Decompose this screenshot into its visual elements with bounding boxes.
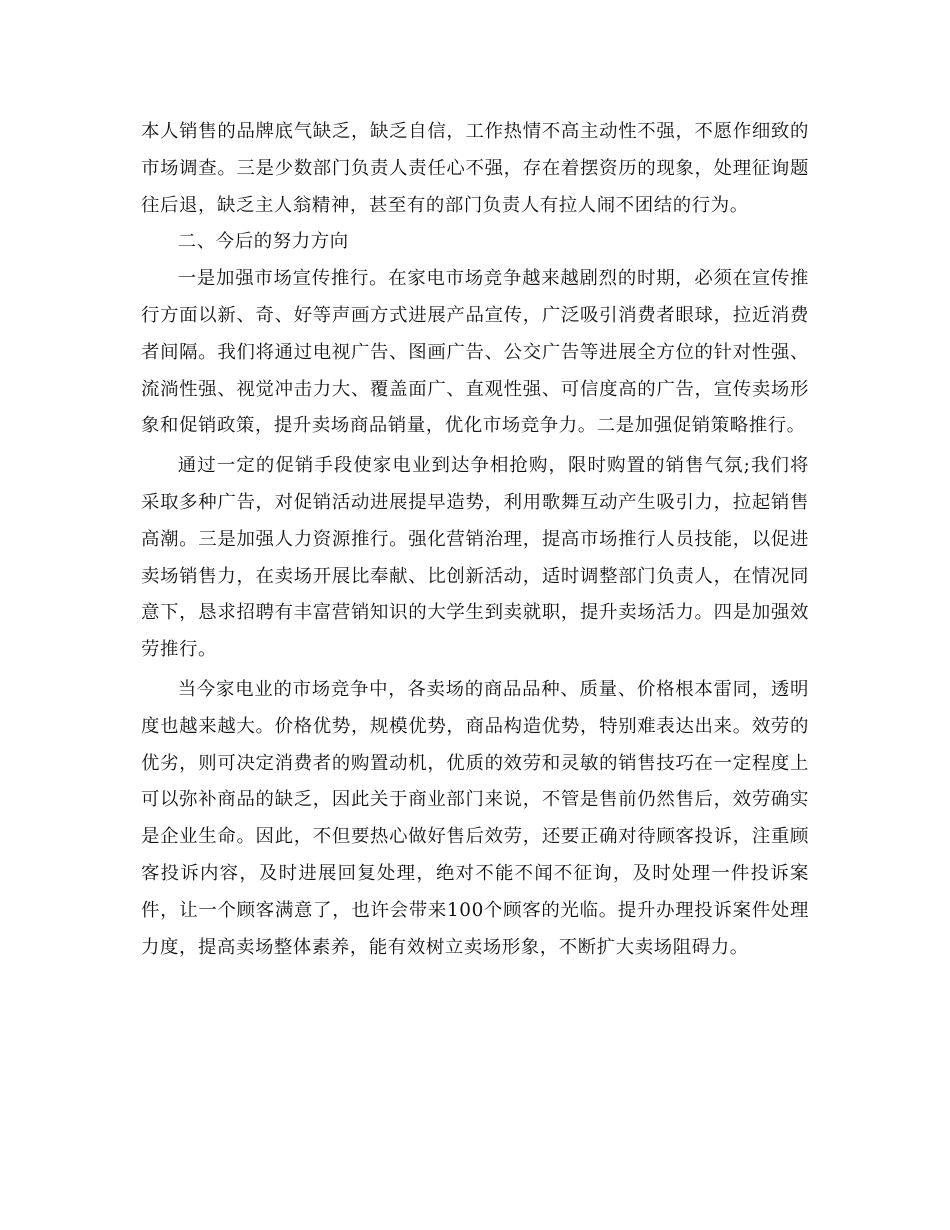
paragraph-service: 当今家电业的市场竞争中，各卖场的商品品种、质量、价格根本雷同，透明度也越来越大。价格优势，规模优势，商品构造优势，特别难表达出来。效劳的优劣，则可决定消费者的购置动机，优质的效劳和灵敏的销售技巧在一定程度上可以弥补商品的缺乏，因此关于商业部门来说，不管是售前仍然售后，效劳确实是企业生命。因此，不但要热心做好售后效劳，还要正确对待顾客投诉，注重顾客投诉内容，及时进展回复处理，绝对不能不闻不征询，及时处理一件投诉案件，让一个顾客满意了，也许会带来100个顾客的光临。提升办理投诉案件处理力度，提高卖场整体素养，能有效树立卖场形象，不断扩大卖场阻碍力。 <box>141 678 809 958</box>
paragraph-promotion-strategy: 通过一定的促销手段使家电业到达争相抢购，限时购置的销售气氛;我们将采取多种广告，对促销活动进展提早造势，利用歌舞互动产生吸引力，拉起销售高潮。三是加强人力资源推行。强化营销治理，提高市场推行人员技能，以促进卖场销售力，在卖场开展比奉献、比创新活动，适时调整部门负责人，在情况同意下，恳求招聘有丰富营销知识的大学生到卖就职，提升卖场活力。四是加强效劳推行。 <box>141 455 809 661</box>
paragraph-continuation: 本人销售的品牌底气缺乏，缺乏自信，工作热情不高主动性不强，不愿作细致的市场调查。三是少数部门负责人责任心不强，存在着摆资历的现象，处理征询题往后退，缺乏主人翁精神，甚至有的部门负责人有拉人闹不团结的行为。 <box>141 121 809 216</box>
paragraph-market-promotion: 一是加强市场宣传推行。在家电市场竞争越来越剧烈的时期，必须在宣传推行方面以新、奇、好等声画方式进展产品宣传，广泛吸引消费者眼球，拉近消费者间隔。我们将通过电视广告、图画广告、公交广告等进展全方位的针对性强、流淌性强、视觉冲击力大、覆盖面广、直观性强、可信度高的广告，宣传卖场形象和促销政策，提升卖场商品销量，优化市场竞争力。二是加强促销策略推行。 <box>141 268 809 437</box>
document-body <box>141 114 809 966</box>
section-heading-future-direction: 二、今后的努力方向 <box>177 231 349 253</box>
